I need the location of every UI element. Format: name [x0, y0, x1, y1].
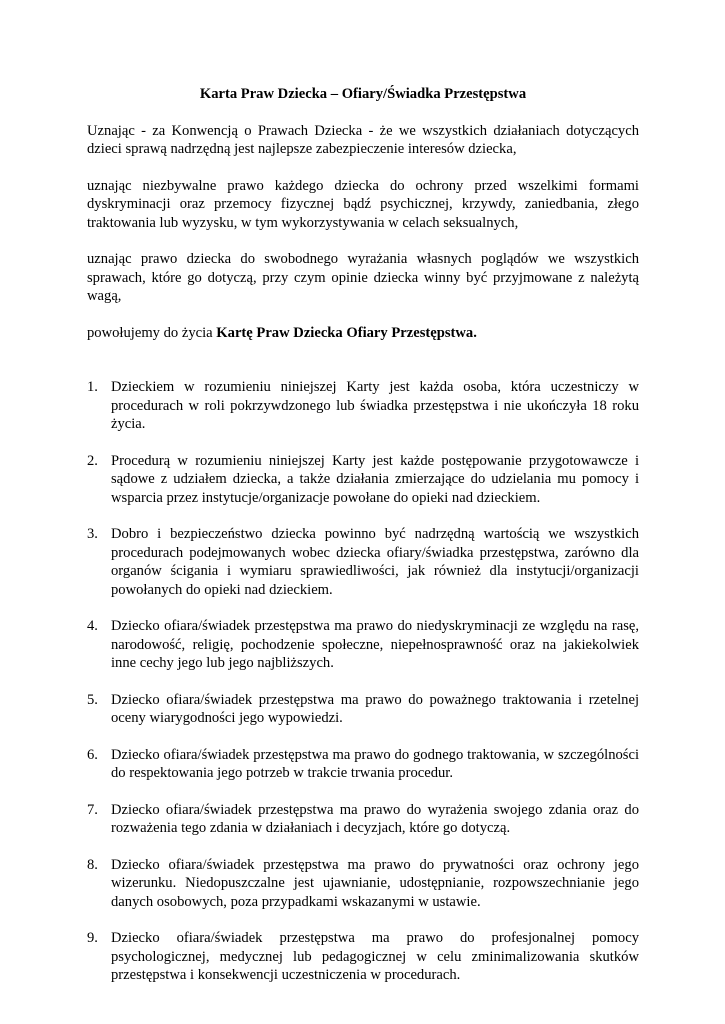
- article-text: Dziecko ofiara/świadek przestępstwa ma prawo do niedyskryminacji ze względu na rasę, narodowość, religię, pochodzenie społeczne, niepełnosprawność oraz na jakiekolwiek inne cechy jego lub jego najbliższych.: [111, 618, 639, 671]
- article-number: 4.: [87, 618, 98, 634]
- article-number: 8.: [87, 856, 98, 873]
- document-page: [87, 85, 639, 1003]
- list-item: [87, 525, 639, 599]
- preamble-paragraph-1: Uznając - za Konwencją o Prawach Dziecka - że we wszystkich działaniach dotyczących dzieci sprawą nadrzędną jest najlepsze zabezpieczenie interesów dziecka,: [87, 122, 639, 157]
- article-text: Dziecko ofiara/świadek przestępstwa ma prawo do profesjonalnej pomocy psychologicznej, medycznej lub pedagogicznej w celu zminimalizowania skutków przestępstwa i konsekwencji uczestniczenia w procedurach.: [111, 930, 639, 983]
- article-text: Dziecko ofiara/świadek przestępstwa ma prawo do godnego traktowania, w szczególności do respektowania jego potrzeb w trakcie trwania procedur.: [111, 746, 639, 781]
- article-number: 3.: [87, 526, 98, 542]
- article-number: 1.: [87, 379, 98, 395]
- list-item: [87, 856, 639, 912]
- article-text: Dobro i bezpieczeństwo dziecka powinno być nadrzędną wartością we wszystkich procedurach podejmowanych wobec dziecka ofiary/świadka przestępstwa, zarówno dla organów ścigania i wymiaru sprawiedliwości, jak również dla instytucji/organizacji powołanych do opieki nad dzieckiem.: [111, 526, 639, 598]
- charter-name: Kartę Praw Dziecka Ofiary Przestępstwa.: [216, 324, 477, 341]
- article-text: Dziecko ofiara/świadek przestępstwa ma prawo do wyrażenia swojego zdania oraz do rozważenia tego zdania w działaniach i decyzjach, które go dotyczą.: [111, 801, 639, 836]
- preamble-paragraph-2: uznając niezbywalne prawo każdego dziecka do ochrony przed wszelkimi formami dyskryminacji oraz przemocy fizycznej bądź psychicznej, krzywdy, zaniedbania, złego traktowania lub wyzysku, w tym wykorzystywania w celach seksualnych,: [87, 177, 639, 231]
- article-number: 5.: [87, 691, 98, 708]
- article-number: 7.: [87, 801, 98, 818]
- article-number: 2.: [87, 452, 98, 469]
- article-text: Dziecko ofiara/świadek przestępstwa ma prawo do poważnego traktowania i rzetelnej oceny wiarygodności jego wypowiedzi.: [111, 691, 639, 726]
- list-item: [87, 691, 639, 728]
- list-item: [87, 929, 639, 985]
- document-title: Karta Praw Dziecka – Ofiary/Świadka Przestępstwa: [199, 86, 527, 102]
- article-text: Procedurą w rozumieniu niniejszej Karty jest każde postępowanie przygotowawcze i sądowe z udziałem dziecka, a także działania zmierzające do udzielania mu pomocy i wsparcia przez instytucje/organizacje powołane do opieki nad dzieckiem.: [111, 452, 639, 506]
- article-number: 9.: [87, 930, 98, 946]
- list-item: [87, 452, 639, 508]
- preamble-paragraph-3: uznając prawo dziecka do swobodnego wyrażania własnych poglądów we wszystkich sprawach, które go dotyczą, przy czym opinie dziecka winny być przyjmowane z należytą wagą,: [87, 251, 639, 304]
- article-text: Dzieckiem w rozumieniu niniejszej Karty jest każda osoba, która uczestniczy w procedurach w roli pokrzywdzonego lub świadka przestępstwa i nie ukończyła 18 roku życia.: [111, 379, 639, 432]
- establish-paragraph: [87, 324, 639, 343]
- articles-list: [87, 378, 639, 985]
- article-text: Dziecko ofiara/świadek przestępstwa ma prawo do prywatności oraz ochrony jego wizerunku. Niedopuszczalne jest ujawnianie, udostępnianie, rozpowszechnianie jego danych osobowych, poza przypadkami wskazanymi w ustawie.: [111, 856, 639, 910]
- list-item: [87, 378, 639, 434]
- establish-prefix: powołujemy do życia: [87, 324, 217, 341]
- list-item: [87, 746, 639, 783]
- list-item: [87, 617, 639, 673]
- article-number: 6.: [87, 746, 98, 763]
- list-item: [87, 801, 639, 838]
